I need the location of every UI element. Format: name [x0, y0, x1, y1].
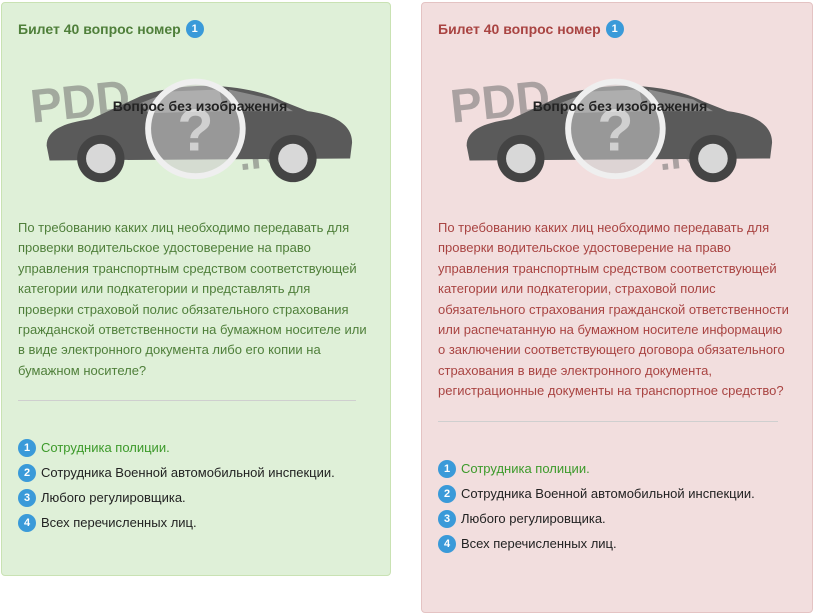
- answer-text: Любого регулировщика.: [461, 510, 606, 526]
- card-title-text: Билет 40 вопрос номер: [438, 21, 601, 37]
- answer-option-1[interactable]: [18, 437, 374, 458]
- question-text: По требованию каких лиц необходимо передавать для проверки водительское удостоверение на право управления транспортным средством соответствующей категории или подкатегории и представлять для проверки страховой полис обязательного страхования гражданской ответственности на бумажном носителе или в виде электронного документа либо его копии на бумажном носителе?: [18, 220, 367, 378]
- answer-option-2[interactable]: [438, 483, 796, 504]
- answer-list: [18, 437, 374, 533]
- answer-number-badge: 2: [438, 485, 456, 503]
- answer-text: Всех перечисленных лиц.: [41, 515, 197, 531]
- question-number-badge: 1: [186, 20, 204, 38]
- car-placeholder-image: [442, 51, 777, 196]
- card-title-text: Билет 40 вопрос номер: [18, 21, 181, 37]
- answer-number-badge: 1: [438, 460, 456, 478]
- answer-text: Сотрудника полиции.: [461, 460, 590, 476]
- answer-option-2[interactable]: [18, 462, 374, 483]
- question-text: По требованию каких лиц необходимо передавать для проверки водительское удостоверение на право управления транспортным средством соответствующей категории или подкатегории, страховой полис обязательного страхования гражданской ответственности или распечатанную на бумажном носителе информацию о заключении соответствующего договора обязательного страхования в виде электронного документа, регистрационные документы на транспортное средство?: [438, 220, 789, 399]
- answer-text: Сотрудника полиции.: [41, 440, 170, 456]
- answer-list: [438, 458, 796, 554]
- question-card-red: [421, 2, 813, 613]
- answer-text: Всех перечисленных лиц.: [461, 535, 617, 551]
- question-number-badge: 1: [606, 20, 624, 38]
- card-title: [18, 19, 374, 39]
- no-image-label: Вопрос без изображения: [112, 98, 288, 114]
- answer-number-badge: 2: [18, 464, 36, 482]
- answer-option-1[interactable]: [438, 458, 796, 479]
- answer-option-3[interactable]: [18, 487, 374, 508]
- car-placeholder-image: [22, 51, 357, 196]
- answer-text: Сотрудника Военной автомобильной инспекции.: [461, 485, 755, 501]
- divider: [438, 421, 778, 422]
- answer-number-badge: 3: [18, 489, 36, 507]
- answer-number-badge: 3: [438, 510, 456, 528]
- no-image-label: Вопрос без изображения: [532, 98, 708, 114]
- answer-text: Сотрудника Военной автомобильной инспекции.: [41, 465, 335, 481]
- question-image-placeholder: [442, 51, 777, 196]
- answer-option-4[interactable]: [18, 512, 374, 533]
- answer-option-4[interactable]: [438, 533, 796, 554]
- answer-number-badge: 4: [438, 535, 456, 553]
- question-image-placeholder: [22, 51, 357, 196]
- answer-number-badge: 4: [18, 514, 36, 532]
- answer-text: Любого регулировщика.: [41, 490, 186, 506]
- divider: [18, 400, 356, 401]
- question-card-green: [1, 2, 391, 576]
- answer-number-badge: 1: [18, 439, 36, 457]
- answer-option-3[interactable]: [438, 508, 796, 529]
- card-title: [438, 19, 796, 39]
